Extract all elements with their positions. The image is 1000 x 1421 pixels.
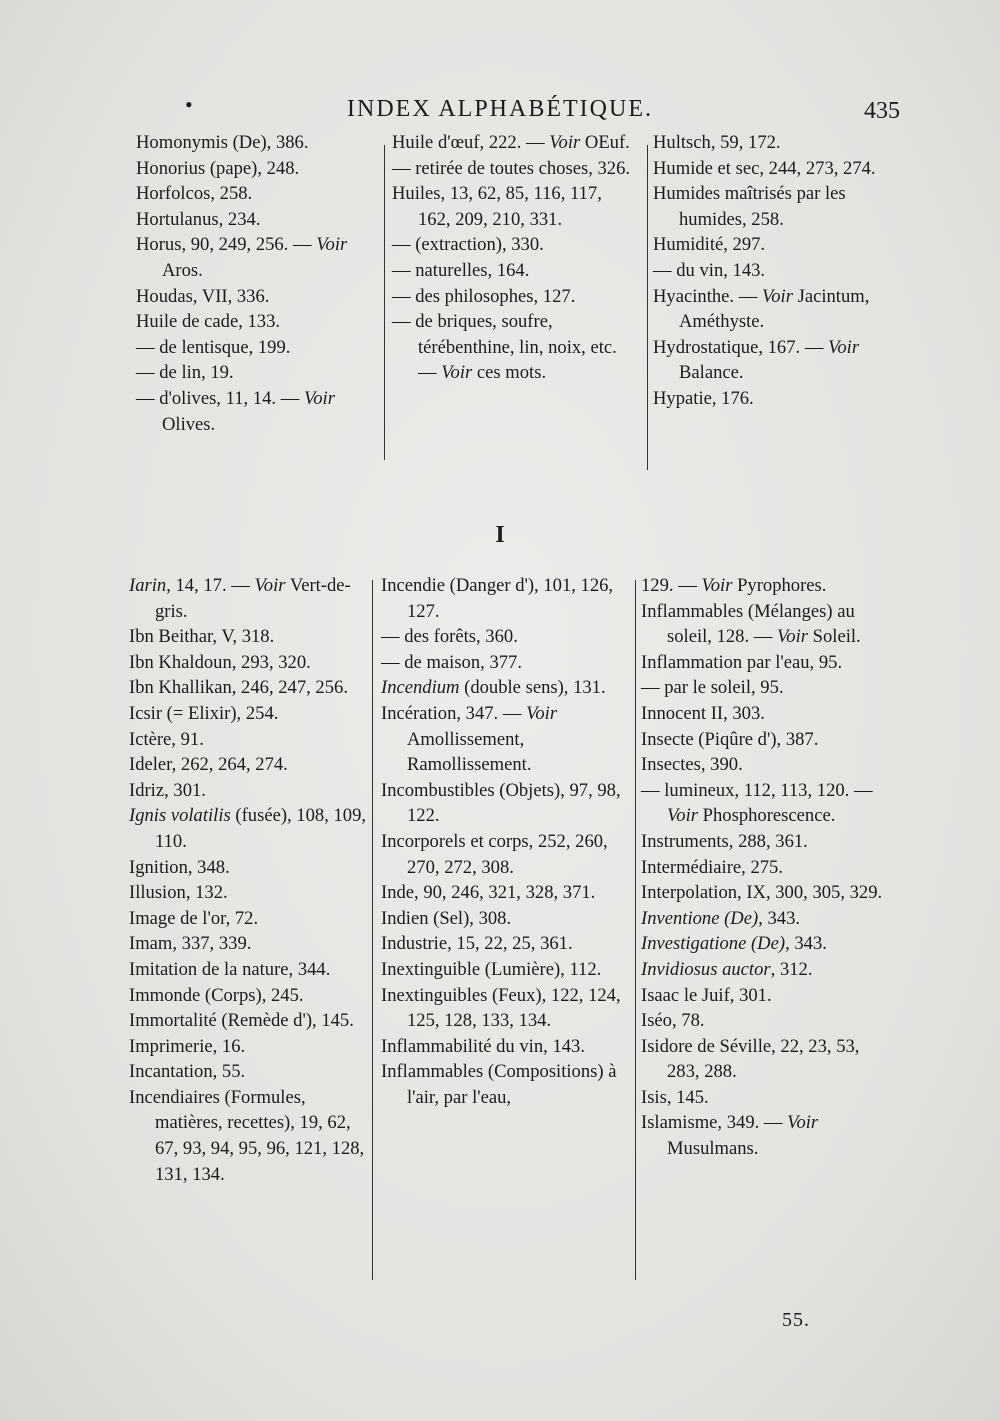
column-rule [635, 580, 636, 1280]
index-entry: Inextinguibles (Feux), 122, 124, 125, 128, 133, 134. [381, 984, 621, 1032]
index-entry: Imam, 337, 339. [129, 933, 252, 955]
index-entry: Iarin, 14, 17. — Voir Vert-de-gris. [129, 575, 351, 622]
index-entry: Icsir (= Elixir), 254. [129, 702, 279, 724]
index-entry: Incantation, 55. [129, 1061, 246, 1083]
index-entry: Imitation de la nature, 344. [129, 958, 331, 980]
index-entry: Ibn Khallikan, 246, 247, 256. [129, 677, 348, 699]
header-dot: • [185, 92, 193, 117]
index-entry: Ibn Khaldoun, 293, 320. [129, 651, 311, 673]
column-rule [647, 145, 648, 470]
index-entry: Investigatione (De), 343. [641, 933, 827, 955]
index-entry: Humides maîtrisés par les humides, 258. [653, 183, 846, 230]
index-entry: Ibn Beithar, V, 318. [129, 626, 275, 648]
page-number: 435 [864, 98, 900, 124]
index-entry: Incombustibles (Objets), 97, 98, 122. [381, 779, 621, 827]
index-entry: Interpolation, IX, 300, 305, 329. [641, 882, 883, 904]
index-entry: Homonymis (De), 386. [136, 132, 309, 153]
index-entry: — de lin, 19. [136, 362, 234, 384]
index-entry: Instruments, 288, 361. [641, 830, 808, 852]
index-entry: Indien (Sel), 308. [381, 907, 512, 929]
running-title: INDEX ALPHABÉTIQUE. [347, 96, 653, 122]
index-entry: Isis, 145. [641, 1086, 709, 1108]
index-entry: Humide et sec, 244, 273, 274. [653, 157, 876, 179]
index-entry: Image de l'or, 72. [129, 907, 259, 929]
index-entry: Hultsch, 59, 172. [653, 132, 781, 153]
index-entry: Honorius (pape), 248. [136, 157, 300, 179]
index-entry: — (extraction), 330. [392, 234, 544, 256]
index-entry: Immonde (Corps), 245. [129, 984, 304, 1006]
column-rule [372, 580, 373, 1280]
signature-mark: 55. [782, 1309, 810, 1331]
index-entry: Insecte (Piqûre d'), 387. [641, 728, 819, 750]
index-entry: Humidité, 297. [653, 234, 766, 256]
index-entry: Ignis volatilis (fusée), 108, 109, 110. [129, 805, 367, 852]
index-entry: — de briques, soufre, térébenthine, lin, noix, etc. — Voir ces mots. [392, 311, 617, 384]
index-column-top-1 [136, 130, 372, 437]
column-rule [384, 145, 385, 460]
index-entry: Innocent II, 303. [641, 702, 765, 724]
index-entry: Houdas, VII, 336. [136, 285, 270, 307]
index-entry: — naturelles, 164. [392, 259, 530, 281]
index-entry: Hydrostatique, 167. — Voir Balance. [653, 336, 860, 384]
index-entry: Islamisme, 349. — Voir Musulmans. [641, 1112, 819, 1160]
index-entry: Intermédiaire, 275. [641, 856, 783, 878]
index-entry: Ictère, 91. [129, 728, 204, 750]
index-entry: Inflammables (Compositions) à l'air, par l'eau, [381, 1061, 617, 1108]
index-entry: — d'olives, 11, 14. — Voir Olives. [136, 387, 335, 435]
index-entry: Insectes, 390. [641, 754, 743, 776]
index-entry: Isidore de Séville, 22, 23, 53, 283, 288. [641, 1035, 860, 1083]
index-entry: Horfolcos, 258. [136, 183, 253, 205]
index-entry: Industrie, 15, 22, 25, 361. [381, 933, 573, 955]
index-entry: Inextinguible (Lumière), 112. [381, 958, 602, 980]
index-entry: Hypatie, 176. [653, 387, 754, 409]
section-letter: I [495, 522, 505, 548]
index-entry: Huile de cade, 133. [136, 311, 281, 333]
index-entry: Inflammables (Mélanges) au soleil, 128. — Voir Soleil. [641, 600, 861, 648]
index-entry: Incorporels et corps, 252, 260, 270, 272, 308. [381, 830, 608, 878]
index-entry: — de lentisque, 199. [136, 336, 291, 358]
index-entry: Horus, 90, 249, 256. — Voir Aros. [136, 234, 348, 281]
index-entry: Inflammation par l'eau, 95. [641, 651, 843, 673]
index-entry: Incendium (double sens), 131. [381, 677, 606, 699]
index-entry: Iséo, 78. [641, 1010, 705, 1032]
index-entry: — du vin, 143. [653, 259, 766, 281]
index-entry: Illusion, 132. [129, 882, 228, 904]
index-entry: — des forêts, 360. [381, 626, 518, 648]
index-column-top-3 [653, 130, 897, 412]
index-entry: Invidiosus auctor, 312. [641, 958, 813, 980]
index-entry: — de maison, 377. [381, 651, 522, 673]
index-entry: Incendiaires (Formules, matières, recettes), 19, 62, 67, 93, 94, 95, 96, 121, 128, 131, 134. [129, 1086, 365, 1185]
index-entry: Huiles, 13, 62, 85, 116, 117, 162, 209, 210, 331. [392, 183, 602, 230]
index-entry: Inde, 90, 246, 321, 328, 371. [381, 882, 596, 904]
index-entry: Immortalité (Remède d'), 145. [129, 1010, 354, 1032]
index-entry: — lumineux, 112, 113, 120. — Voir Phosphorescence. [641, 779, 873, 827]
index-entry: Inflammabilité du vin, 143. [381, 1035, 585, 1057]
index-entry: Huile d'œuf, 222. — Voir OEuf. [392, 132, 630, 153]
index-column-bottom-1 [129, 573, 369, 1187]
index-entry: Hortulanus, 234. [136, 208, 261, 230]
index-entry: Isaac le Juif, 301. [641, 984, 772, 1006]
index-entry: Incération, 347. — Voir Amollissement, Ramollissement. [381, 702, 558, 776]
index-entry: Inventione (De), 343. [641, 907, 801, 929]
index-entry: 129. — Voir Pyrophores. [641, 575, 827, 596]
index-entry: Ideler, 262, 264, 274. [129, 754, 288, 776]
index-entry: Idriz, 301. [129, 779, 206, 801]
index-entry: Imprimerie, 16. [129, 1035, 246, 1057]
index-entry: Incendie (Danger d'), 101, 126, 127. [381, 575, 614, 622]
index-column-bottom-3 [641, 573, 891, 1162]
index-entry: Hyacinthe. — Voir Jacintum, Améthyste. [653, 285, 870, 333]
index-column-top-2 [392, 130, 638, 386]
index-entry: — des philosophes, 127. [392, 285, 576, 307]
index-entry: — retirée de toutes choses, 326. [392, 157, 631, 179]
index-column-bottom-2 [381, 573, 633, 1110]
index-entry: Ignition, 348. [129, 856, 230, 878]
index-entry: — par le soleil, 95. [641, 677, 784, 699]
